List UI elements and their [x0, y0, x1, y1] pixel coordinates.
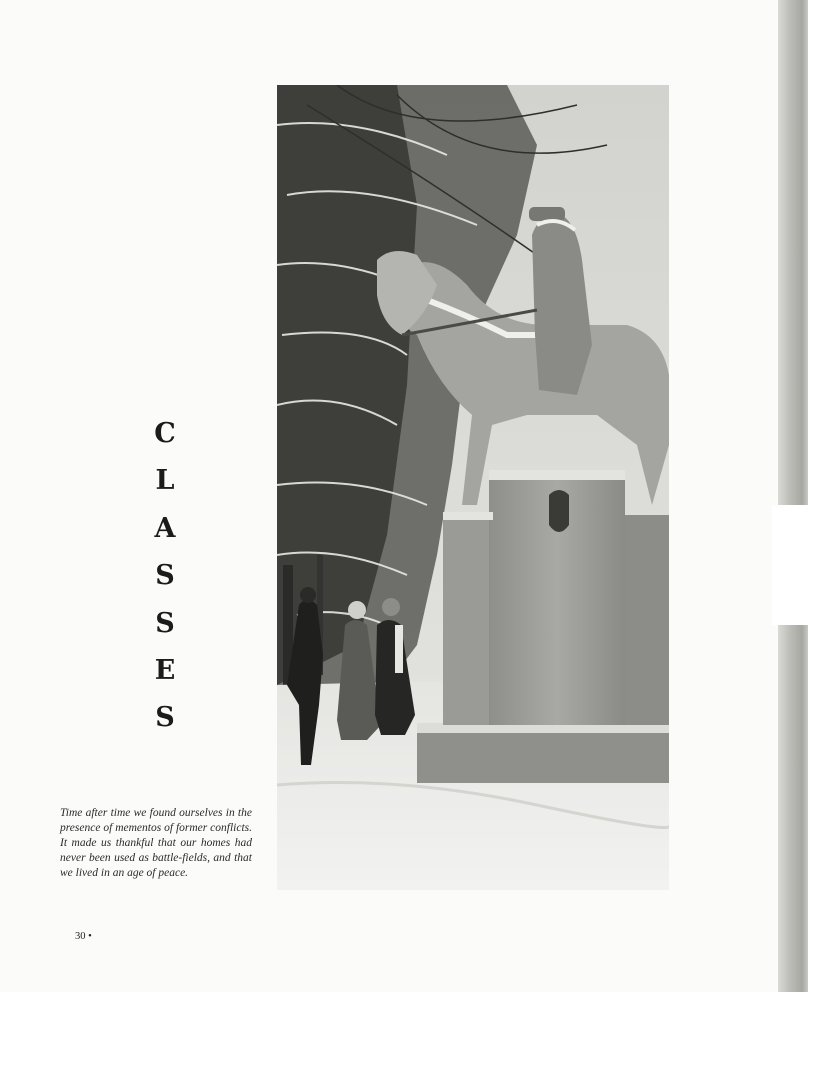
section-title-vertical	[140, 414, 190, 746]
title-letter: C	[154, 418, 176, 449]
statue-photograph	[277, 85, 669, 890]
title-letter: S	[155, 560, 175, 592]
title-letter: E	[154, 654, 176, 686]
page-tab-gap	[772, 505, 808, 625]
photo-caption: Time after time we found ourselves in the presence of mementos of former conflicts. It made us thankful that our homes had never been used as battle-fields, and that we lived in an age of peace.	[60, 807, 252, 879]
title-letter: S	[155, 607, 175, 639]
page-number: 30 •	[75, 931, 92, 942]
title-letter: A	[154, 512, 176, 544]
book-spine-edge	[778, 0, 808, 992]
statue-photo-illustration	[277, 85, 669, 890]
title-letter: L	[155, 465, 175, 497]
title-letter: S	[155, 702, 175, 734]
